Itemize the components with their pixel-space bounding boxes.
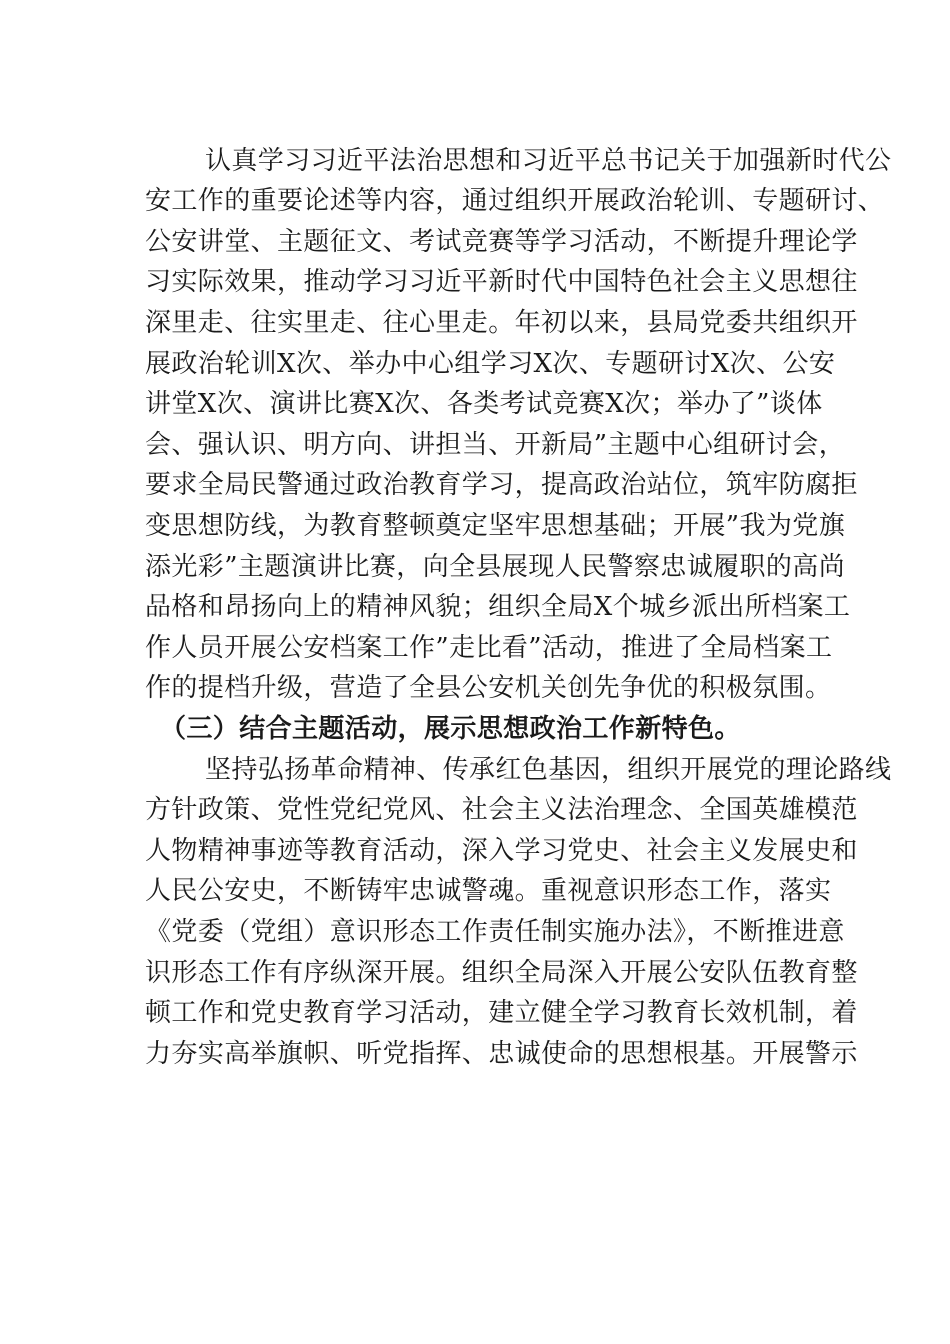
text-line: 习实际效果，推动学习习近平新时代中国特色社会主义思想往 bbox=[145, 267, 858, 297]
text-line: 要求全局民警通过政治教育学习，提高政治站位，筑牢防腐拒 bbox=[145, 470, 858, 500]
text-line: 安工作的重要论述等内容，通过组织开展政治轮训、专题研讨、 bbox=[145, 186, 885, 216]
section-heading-text: （三）结合主题活动，展示思想政治工作新特色。 bbox=[160, 714, 741, 744]
text-line: 人物精神事迹等教育活动，深入学习党史、社会主义发展史和 bbox=[145, 836, 858, 866]
text-line: 作人员开展公安档案工作”走比看”活动，推进了全局档案工 bbox=[145, 633, 833, 663]
text-line: 坚持弘扬革命精神、传承红色基因，组织开展党的理论路线 bbox=[205, 755, 892, 785]
text-line: 品格和昂扬向上的精神风貌；组织全局X个城乡派出所档案工 bbox=[145, 592, 851, 622]
text-line: 顿工作和党史教育学习活动，建立健全学习教育长效机制，着 bbox=[145, 998, 858, 1028]
text-line: 会、强认识、明方向、讲担当、开新局”主题中心组研讨会， bbox=[145, 430, 846, 460]
text-line: 深里走、往实里走、往心里走。年初以来，县局党委共组织开 bbox=[145, 308, 858, 338]
text-line: 公安讲堂、主题征文、考试竞赛等学习活动，不断提升理论学 bbox=[145, 227, 858, 257]
text-line: 人民公安史，不断铸牢忠诚警魂。重视意识形态工作，落实 bbox=[145, 876, 832, 906]
text-line: 作的提档升级，营造了全县公安机关创先争优的积极氛围。 bbox=[145, 673, 832, 703]
text-line: 力夯实高举旗帜、听党指挥、忠诚使命的思想根基。开展警示 bbox=[145, 1039, 858, 1069]
text-line: 方针政策、党性党纪党风、社会主义法治理念、全国英雄模范 bbox=[145, 795, 858, 825]
text-line: 识形态工作有序纵深开展。组织全局深入开展公安队伍教育整 bbox=[145, 958, 858, 988]
text-line: 变思想防线，为教育整顿奠定坚牢思想基础；开展”我为党旗 bbox=[145, 511, 846, 541]
text-line: 添光彩”主题演讲比赛，向全县展现人民警察忠诚履职的高尚 bbox=[145, 552, 846, 582]
text-line: 讲堂X次、演讲比赛X次、各类考试竞赛X次；举办了”谈体 bbox=[145, 389, 823, 419]
text-line: 展政治轮训X次、举办中心组学习X次、专题研讨X次、公安 bbox=[145, 349, 836, 379]
text-line: 认真学习习近平法治思想和习近平总书记关于加强新时代公 bbox=[205, 146, 892, 176]
text-line: 《党委（党组）意识形态工作责任制实施办法》，不断推进意 bbox=[145, 917, 845, 947]
